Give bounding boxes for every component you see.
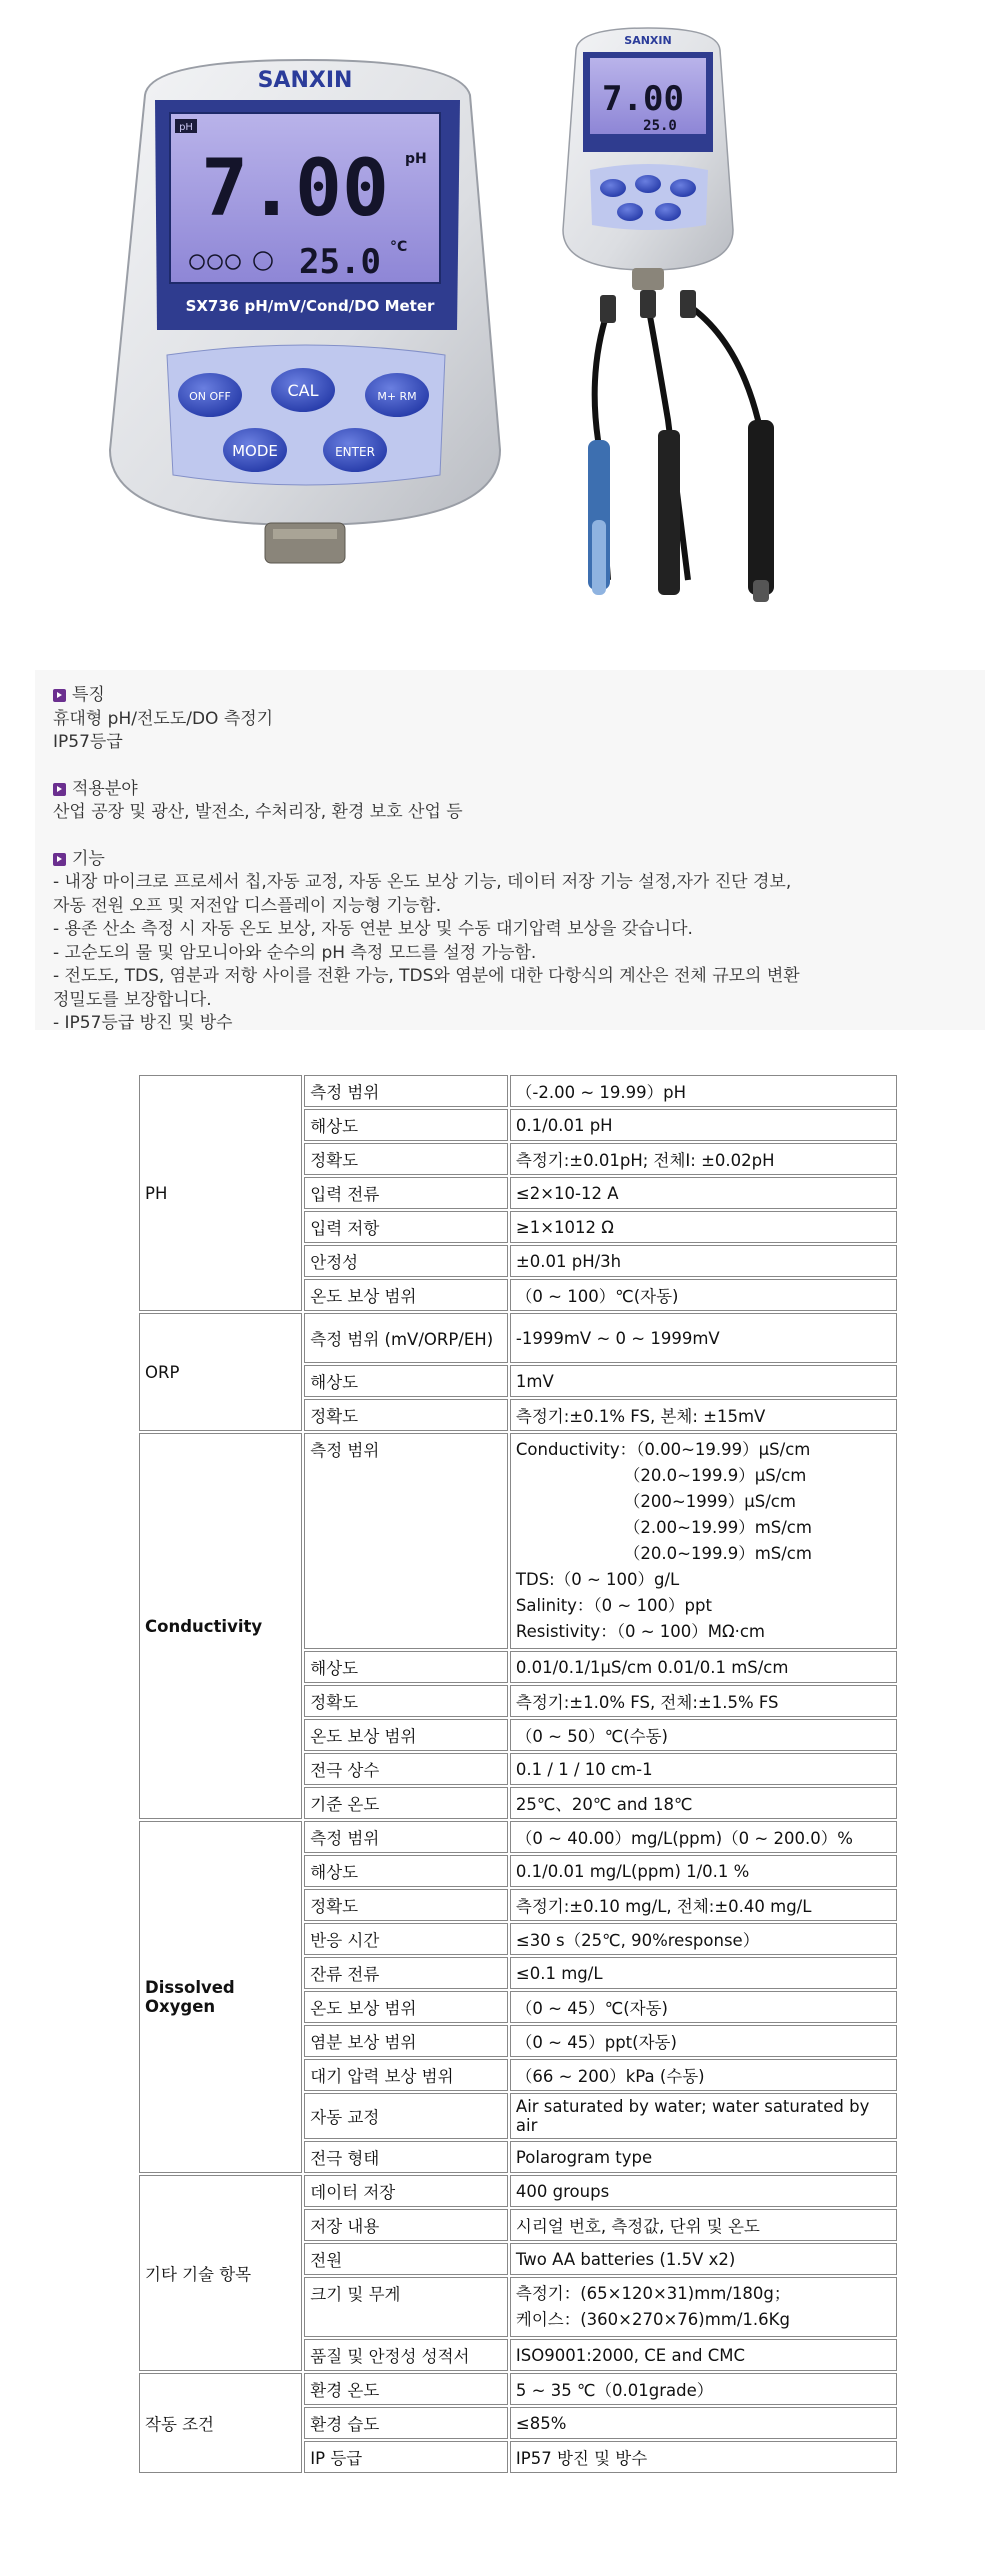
product-photo-meter [105,55,505,580]
spec-value: （0 ~ 45）ppt(자동) [510,2025,897,2057]
spec-item: 크기 및 무게 [304,2277,508,2337]
value-line: （20.0~199.9）μS/cm [623,1466,807,1485]
conductivity-electrode [658,430,680,595]
spec-item: 안정성 [304,1245,508,1277]
spec-item: 품질 및 안정성 성적서 [304,2339,508,2371]
spec-item: 반응 시간 [304,1923,508,1955]
spec-item: 정확도 [304,1685,508,1717]
feature-section-characteristics [53,684,975,755]
value-line: （2.00~19.99）mS/cm [623,1518,812,1537]
spec-value: （0 ~ 40.00）mg/L(ppm)（0 ~ 200.0）% [510,1821,897,1853]
value-line: 측정기：(65×120×31)mm/180g； [515,2284,791,2303]
screen-mode-label: pH [179,122,193,133]
spec-value: ISO9001:2000, CE and CMC [510,2339,897,2371]
spec-item: 환경 습도 [304,2407,508,2439]
spec-item: 염분 보상 범위 [304,2025,508,2057]
spec-value: （-2.00 ~ 19.99）pH [510,1075,897,1107]
value-line: Resistivity：（0 ~ 100）MΩ·cm [515,1622,765,1641]
spec-value: 400 groups [510,2175,897,2207]
section-title: 특징 [72,685,105,705]
spec-value: Polarogram type [510,2141,897,2173]
category-conductivity: Conductivity [139,1433,302,1819]
spec-value: ≤0.1 mg/L [510,1957,897,1989]
table-row [139,2373,897,2405]
spec-value: -1999mV ~ 0 ~ 1999mV [510,1313,897,1363]
spec-value: 0.1 / 1 / 10 cm-1 [510,1753,897,1785]
spec-value: 측정기:±0.1% FS, 본체: ±15mV [510,1399,897,1431]
m-rm-button-label: M+ RM [377,390,417,403]
cal-button-label: CAL [287,381,319,400]
feature-line: 정밀도를 보장합니다. [53,989,212,1010]
table-row [139,1075,897,1107]
value-line: Salinity：（0 ~ 100）ppt [515,1596,712,1615]
small-screen-reading: 7.00 [602,79,684,119]
category-orp: ORP [139,1313,302,1431]
spec-item: 자동 교정 [304,2093,508,2139]
spec-value: 0.1/0.01 pH [510,1109,897,1141]
spec-value: 25℃、20℃ and 18℃ [510,1787,897,1819]
spec-item: 전극 형태 [304,2141,508,2173]
on-off-button-label: ON OFF [189,390,231,403]
enter-button-label: ENTER [335,445,375,459]
screen-main-unit: pH [405,151,427,167]
spec-value: Two AA batteries (1.5V x2) [510,2243,897,2275]
bullet-arrow-icon [53,689,66,702]
value-line: （20.0~199.9）mS/cm [623,1544,812,1563]
feature-line: - 용존 산소 측정 시 자동 온도 보상, 자동 연분 보상 및 수동 대기압력 보상을 갖습니다. [53,919,693,939]
spec-value: Air saturated by water; water saturated by air [510,2093,897,2139]
spec-item: 온도 보상 범위 [304,1279,508,1311]
bullet-arrow-icon [53,853,66,866]
spec-item: 전원 [304,2243,508,2275]
spec-value: （66 ~ 200）kPa (수동) [510,2059,897,2091]
value-line: 케이스：(360×270×76)mm/1.6Kg [515,2310,790,2329]
spec-value: IP57 방진 및 방수 [510,2441,897,2473]
spec-item: 전극 상수 [304,1753,508,1785]
spec-value: 0.1/0.01 mg/L(ppm) 1/0.1 % [510,1855,897,1887]
value-line: TDS:（0 ~ 100）g/L [515,1570,680,1589]
screen-main-reading: 7.00 [201,144,389,234]
spec-item: 온도 보상 범위 [304,1719,508,1751]
category-dissolved-oxygen: Dissolved Oxygen [139,1821,302,2173]
do-electrode [748,420,774,595]
spec-item: IP 등급 [304,2441,508,2473]
table-row [139,1433,897,1649]
spec-item: 온도 보상 범위 [304,1991,508,2023]
spec-value: （0 ~ 100）℃(자동) [510,1279,897,1311]
screen-temperature-unit: °C [390,239,408,255]
feature-line: IP57등급 [53,732,123,752]
model-label: SX736 pH/mV/Cond/DO Meter [185,297,435,315]
spec-value-multiline [510,2277,897,2337]
spec-item: 해상도 [304,1651,508,1683]
spec-item: 기준 온도 [304,1787,508,1819]
table-row [139,1313,897,1363]
section-title: 적용분야 [72,778,138,799]
spec-item: 정확도 [304,1143,508,1175]
spec-item: 측정 범위 [304,1433,508,1649]
feature-line: - 내장 마이크로 프로세서 칩,자동 교정, 자동 온도 보상 기능, 데이터 저장 기능 설정,자가 진단 경보, [53,872,792,892]
brand-logo: SANXIN [257,68,353,93]
feature-line: - 고순도의 물 및 암모니아와 순수의 pH 측정 모드를 설정 가능함. [53,942,537,963]
spec-item: 저장 내용 [304,2209,508,2241]
spec-item: 측정 범위 [304,1075,508,1107]
spec-item: 해상도 [304,1855,508,1887]
spec-value: ≤2×10-12 A [510,1177,897,1209]
spec-table [137,1073,899,2475]
feature-line: - 전도도, TDS, 염분과 저항 사이를 전환 가능, TDS와 염분에 대한 다항식의 계산은 전체 규모의 변환 [53,966,800,986]
feature-line: - IP57등급 방진 및 방수 [53,1013,233,1033]
spec-item: 대기 압력 보상 범위 [304,2059,508,2091]
category-other: 기타 기술 항목 [139,2175,302,2371]
spec-value: ≤85% [510,2407,897,2439]
spec-item: 측정 범위 [304,1821,508,1853]
spec-value: 5 ~ 35 ℃（0.01grade） [510,2373,897,2405]
spec-value: 측정기:±0.10 mg/L, 전체:±0.40 mg/L [510,1889,897,1921]
feature-line: 휴대형 pH/전도도/DO 측정기 [53,708,274,729]
spec-item: 입력 저항 [304,1211,508,1243]
bullet-arrow-icon [53,783,66,796]
value-line: Conductivity：（0.00~19.99）μS/cm [515,1440,811,1459]
mode-button-label: MODE [232,442,278,460]
spec-item: 해상도 [304,1109,508,1141]
small-brand-logo: SANXIN [624,34,672,47]
spec-value: 1mV [510,1365,897,1397]
spec-value: （0 ~ 50）℃(수동) [510,1719,897,1751]
spec-value: 0.01/0.1/1μS/cm 0.01/0.1 mS/cm [510,1651,897,1683]
spec-value-multiline [510,1433,897,1649]
category-operating-conditions: 작동 조건 [139,2373,302,2473]
table-row [139,2175,897,2207]
small-screen-temperature: 25.0 [643,118,677,134]
feature-line: 자동 전원 오프 및 저전압 디스플레이 지능형 기능함. [53,895,442,916]
spec-value: ≥1×1012 Ω [510,1211,897,1243]
feature-section-applications [53,778,975,825]
spec-value: 측정기:±0.01pH; 전체I: ±0.02pH [510,1143,897,1175]
section-title: 기능 [72,848,105,869]
product-photo-meter-with-probes [548,20,938,620]
value-line: （200~1999）μS/cm [623,1492,796,1511]
spec-value: ±0.01 pH/3h [510,1245,897,1277]
category-ph: PH [139,1075,302,1311]
spec-item: 측정 범위 (mV/ORP/EH) [304,1313,508,1363]
table-row [139,1821,897,1853]
spec-item: 정확도 [304,1399,508,1431]
spec-value: （0 ~ 45）℃(자동) [510,1991,897,2023]
spec-item: 정확도 [304,1889,508,1921]
spec-item: 입력 전류 [304,1177,508,1209]
feature-section-functions [53,848,975,1036]
feature-line: 산업 공장 및 광산, 발전소, 수처리장, 환경 보호 산업 등 [53,802,463,822]
spec-value: ≤30 s（25℃, 90%response） [510,1923,897,1955]
spec-value: 측정기:±1.0% FS, 전체:±1.5% FS [510,1685,897,1717]
screen-temperature: 25.0 [299,242,381,282]
spec-value: 시리얼 번호, 측정값, 단위 및 온도 [510,2209,897,2241]
spec-item: 데이터 저장 [304,2175,508,2207]
spec-item: 해상도 [304,1365,508,1397]
spec-item: 환경 온도 [304,2373,508,2405]
spec-item: 잔류 전류 [304,1957,508,1989]
features-section [35,670,985,1033]
